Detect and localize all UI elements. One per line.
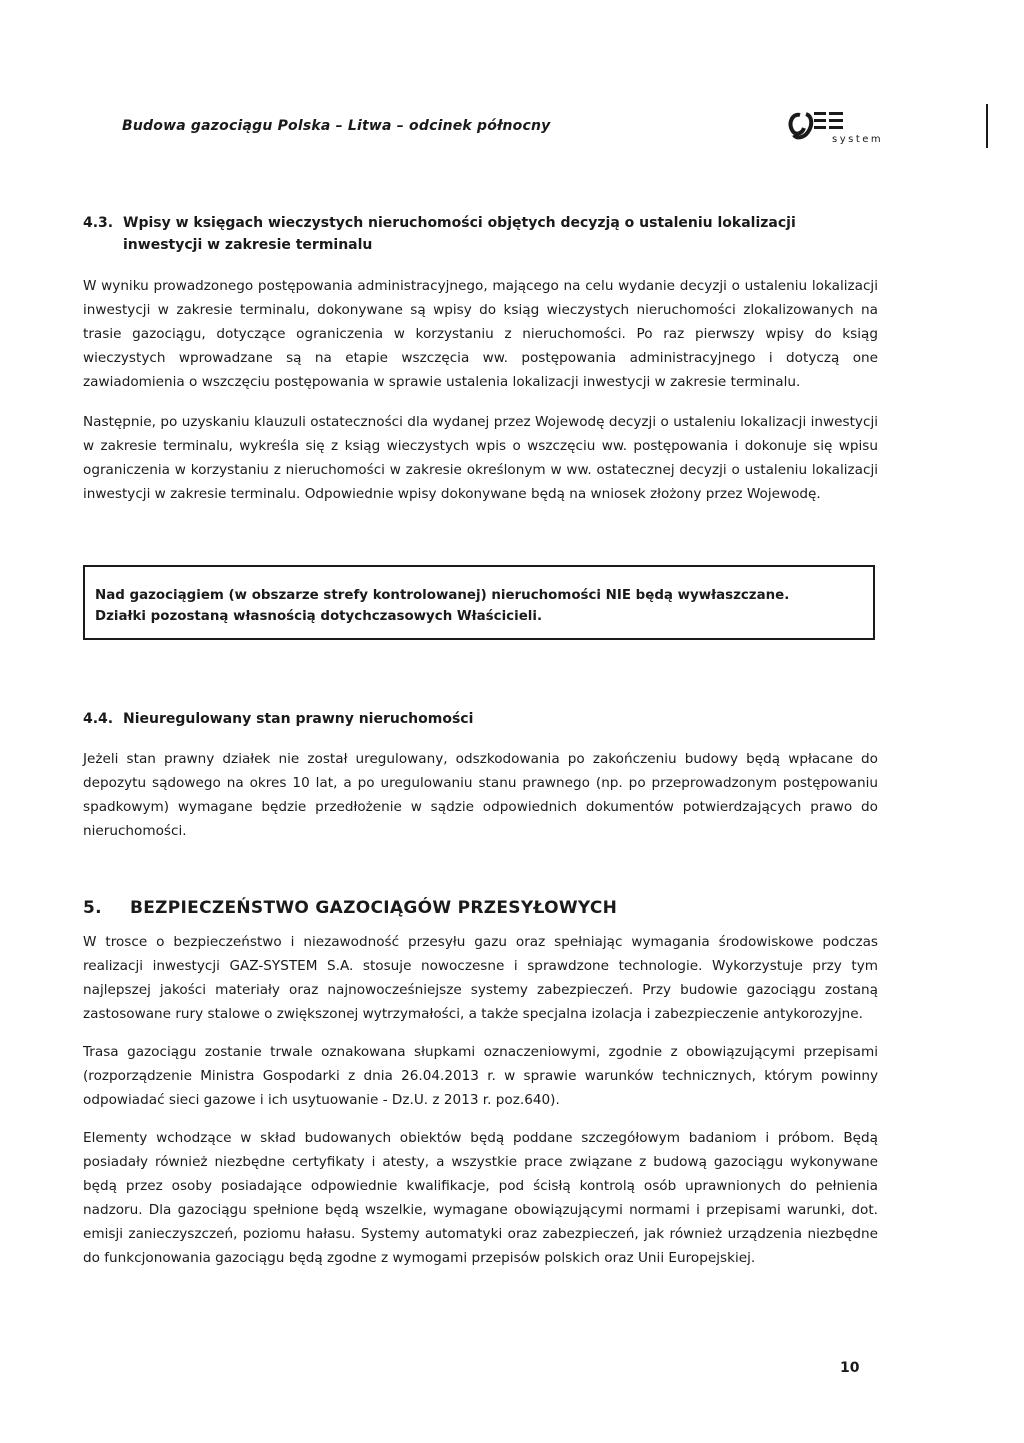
- section-title: Nieuregulowany stan prawny nieruchomości: [123, 711, 474, 727]
- header-vertical-rule: [986, 104, 988, 148]
- document-body: [83, 212, 878, 506]
- section-heading-4-4: [83, 708, 878, 730]
- paragraph: W wyniku prowadzonego postępowania administracyjnego, mającego na celu wydanie decyzji o ustaleniu lokalizacji inwestycji w zakresie terminalu, dokonywane są wpisy do ksiąg wieczystych nieruchomości zlokalizowanych na trasie gazociągu, dotyczące ograniczenia w korzystaniu z nieruchomości. Po raz pierwszy wpisy do ksiąg wieczystych wprowadzane są na etapie wszczęcia ww. postępowania administracyjnego i dotyczą one zawiadomienia o wszczęciu postępowania w sprawie ustalenia lokalizacji inwestycji w zakresie terminalu.: [83, 278, 878, 390]
- page-number: 10: [840, 1360, 860, 1376]
- section-4-4: [83, 708, 878, 843]
- paragraph: Trasa gazociągu zostanie trwale oznakowana słupkami oznaczeniowymi, zgodnie z obowiązującymi przepisami (rozporządzenie Ministra Gospodarki z dnia 26.04.2013 r. w sprawie warunków technicznych, którym powinny odpowiadać sieci gazowe i ich usytuowanie - Dz.U. z 2013 r. poz.640).: [83, 1044, 878, 1108]
- section-number: 5.: [83, 898, 102, 918]
- section-heading-4-3: [83, 212, 878, 256]
- section-title: BEZPIECZEŃSTWO GAZOCIĄGÓW PRZESYŁOWYCH: [130, 898, 618, 918]
- section-number: 4.4.: [83, 711, 114, 727]
- notice-line: Nad gazociągiem (w obszarze strefy kontrolowanej) nieruchomości NIE będą wywłaszczane.: [95, 588, 790, 603]
- logo-text: system: [832, 134, 884, 145]
- paragraph: W trosce o bezpieczeństwo i niezawodność przesyłu gazu oraz spełniając wymagania środowiskowe podczas realizacji inwestycji GAZ-SYSTEM S.A. stosuje nowoczesne i sprawdzone technologie. Wykorzystuje przy tym najlepszej jakości materiały oraz najnowocześniejsze systemy zabezpieczeń. Przy budowie gazociągu zostaną zastosowane rury stalowe o zwiększonej wytrzymałości, a także specjalna izolacja i zabezpieczenie antykorozyjne.: [83, 934, 878, 1022]
- notice-line: Działki pozostaną własnością dotychczasowych Właścicieli.: [95, 609, 543, 624]
- paragraph: Jeżeli stan prawny działek nie został uregulowany, odszkodowania po zakończeniu budowy będą wpłacane do depozytu sądowego na okres 10 lat, a po uregulowaniu stanu prawnego (np. po przeprowadzonym postępowaniu spadkowym) wymagane będzie przedłożenie w sądzie odpowiednich dokumentów potwierdzających prawo do nieruchomości.: [83, 751, 878, 839]
- section-5: [83, 896, 878, 1270]
- section-heading-5: [83, 896, 878, 920]
- section-title: Wpisy w księgach wieczystych nieruchomości objętych decyzją o ustaleniu lokalizacji inwestycji w zakresie terminalu: [123, 215, 796, 253]
- section-number: 4.3.: [83, 215, 114, 231]
- paragraph: Elementy wchodzące w skład budowanych obiektów będą poddane szczegółowym badaniom i próbom. Będą posiadały również niezbędne certyfikaty i atesty, a wszystkie prace związane z budową gazociągu wykonywane będą przez osoby posiadające odpowiednie kwalifikacje, pod ścisłą kontrolą osób uprawnionych do pełnienia nadzoru. Dla gazociągu spełnione będą wszelkie, wymagane obowiązującymi normami i przepisami warunki, dot. emisji zanieczyszczeń, poziomu hałasu. Systemy automatyki oraz zabezpieczeń, jak również urządzenia niezbędne do funkcjonowania gazociągu będą zgodne z wymogami przepisów polskich oraz Unii Europejskiej.: [83, 1130, 878, 1266]
- header-title: Budowa gazociągu Polska – Litwa – odcinek północny: [122, 118, 551, 134]
- notice-box: [83, 565, 875, 640]
- page-header: [122, 108, 884, 158]
- paragraph: Następnie, po uzyskaniu klauzuli ostateczności dla wydanej przez Wojewodę decyzji o ustaleniu lokalizacji inwestycji w zakresie terminalu, wykreśla się z ksiąg wieczystych wpis o wszczęciu ww. postępowania i dokonuje się wpisu ograniczenia w korzystaniu z nieruchomości w zakresie określonym w ww. ostatecznej decyzji o ustaleniu lokalizacji inwestycji w zakresie terminalu. Odpowiednie wpisy dokonywane będą na wniosek złożony przez Wojewodę.: [83, 414, 878, 502]
- gaz-system-logo: [682, 108, 884, 158]
- logo-mark-icon: [682, 108, 847, 148]
